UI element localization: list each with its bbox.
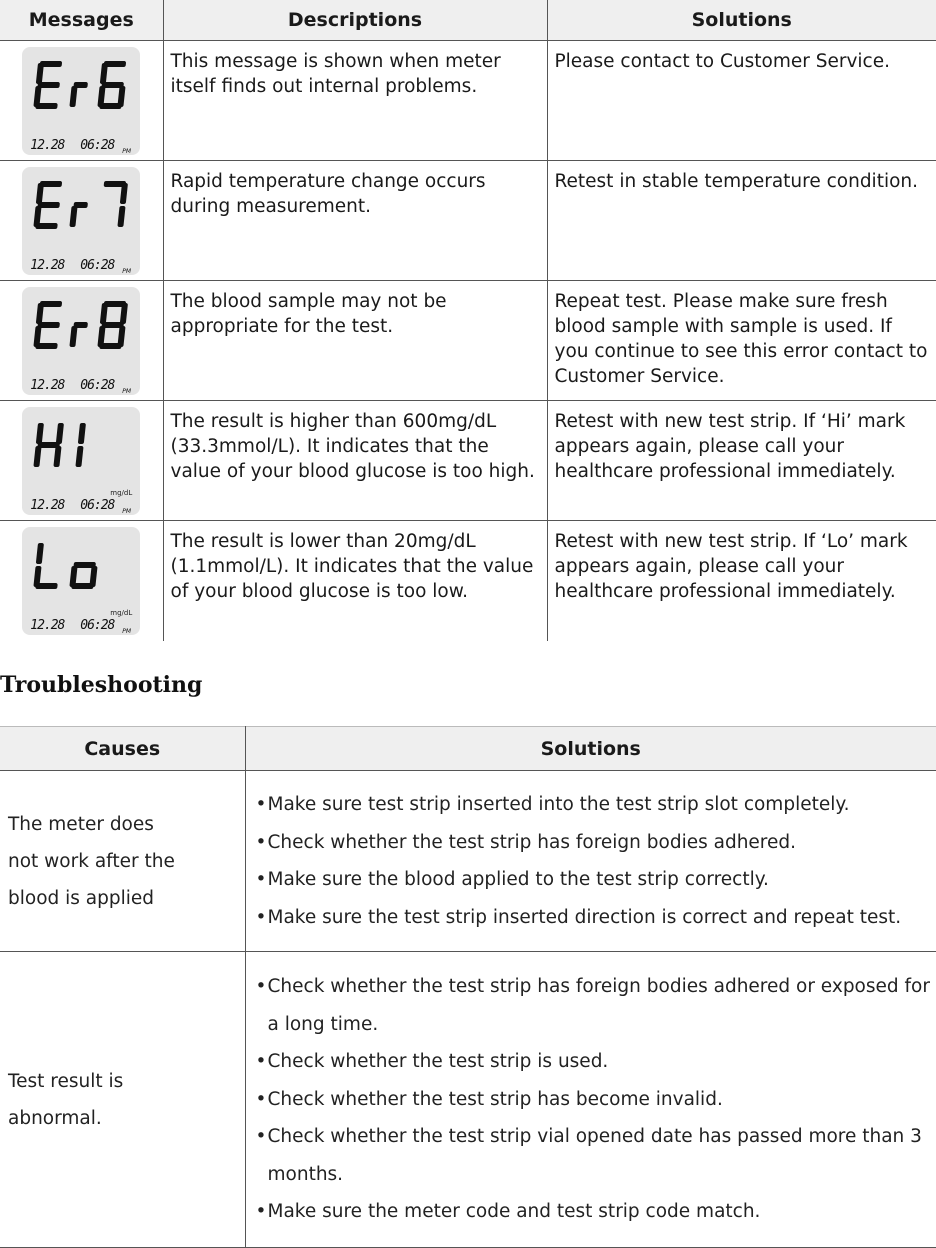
header-ts-solutions: Solutions [245, 727, 936, 771]
display-date: 12.28 [30, 137, 65, 153]
cause-cell [0, 952, 245, 1248]
bullet-icon: • [255, 906, 267, 928]
cause-line: abnormal. [8, 1107, 102, 1129]
solution-text: Check whether the test strip has foreign bodies adhered. [267, 831, 797, 853]
meter-display [22, 47, 140, 155]
ts-solution-cell [245, 952, 936, 1248]
display-ampm: PM [122, 627, 132, 635]
solution-text: Make sure test strip inserted into the test strip slot completely. [267, 794, 850, 815]
bullet-icon: • [255, 1201, 267, 1223]
solution-item [255, 1081, 936, 1119]
bullet-icon: • [255, 1088, 267, 1110]
meter-display [22, 527, 140, 635]
description-cell: This message is shown when meter itself finds out internal problems. [163, 41, 547, 161]
solution-text: Make sure the blood applied to the test strip correctly. [267, 869, 769, 890]
bullet-icon: • [255, 1051, 267, 1073]
solution-list [255, 786, 936, 936]
message-row [0, 281, 936, 401]
troubleshooting-row [0, 771, 936, 952]
header-descriptions: Descriptions [163, 0, 547, 41]
description-cell: The blood sample may not be appropriate for the test. [163, 281, 547, 401]
solution-text: Make sure the meter code and test strip code match. [267, 1201, 761, 1223]
message-cell [0, 401, 163, 521]
solution-item [255, 824, 936, 862]
header-messages: Messages [0, 0, 163, 41]
display-date: 12.28 [30, 257, 65, 273]
solution-item [255, 968, 936, 1043]
solution-text: Check whether the test strip has foreign bodies adhered or exposed for a long time. [267, 976, 930, 1035]
solution-text: Make sure the test strip inserted direction is correct and repeat test. [267, 906, 902, 928]
solution-item [255, 1118, 936, 1193]
cause-line: not work after the [8, 850, 175, 872]
cause-line: Test result is [8, 1070, 124, 1092]
message-row [0, 41, 936, 161]
solution-text: Check whether the test strip vial opened date has passed more than 3 months. [267, 1126, 922, 1185]
bullet-icon: • [255, 869, 267, 890]
cause-line: The meter does [8, 813, 154, 835]
solution-text: Check whether the test strip is used. [267, 1051, 609, 1073]
solution-text: Check whether the test strip has become invalid. [267, 1088, 723, 1110]
troubleshooting-heading: Troubleshooting [0, 672, 203, 698]
message-cell [0, 41, 163, 161]
display-time: 06:28 [80, 257, 115, 273]
cause-cell [0, 771, 245, 952]
display-ampm: PM [122, 507, 132, 515]
display-ampm: PM [122, 147, 132, 155]
solution-cell: Repeat test. Please make sure fresh blood sample with sample is used. If you continue to see this error contact to Customer Service. [547, 281, 936, 401]
solution-item [255, 899, 936, 937]
description-cell: Rapid temperature change occurs during measurement. [163, 161, 547, 281]
solution-cell: Retest with new test strip. If ‘Hi’ mark appears again, please call your healthcare professional immediately. [547, 401, 936, 521]
meter-display [22, 407, 140, 515]
ts-solution-cell [245, 771, 936, 952]
message-row [0, 521, 936, 641]
bullet-icon: • [255, 1126, 267, 1148]
header-solutions: Solutions [547, 0, 936, 41]
display-time: 06:28 [80, 377, 115, 393]
description-cell: The result is lower than 20mg/dL (1.1mmol/L). It indicates that the value of your blood glucose is too low. [163, 521, 547, 641]
solution-cell: Retest with new test strip. If ‘Lo’ mark appears again, please call your healthcare professional immediately. [554, 531, 908, 602]
solution-list [255, 968, 936, 1231]
display-date: 12.28 [30, 377, 65, 393]
solution-item [255, 786, 936, 824]
message-cell [0, 281, 163, 401]
message-cell [0, 521, 163, 641]
troubleshooting-table [0, 726, 936, 1248]
display-time: 06:28 [80, 497, 115, 513]
description-cell: The result is higher than 600mg/dL (33.3mmol/L). It indicates that the value of your blood glucose is too high. [163, 401, 547, 521]
bullet-icon: • [255, 976, 267, 998]
display-date: 12.28 [30, 497, 65, 513]
message-row [0, 161, 936, 281]
bullet-icon: • [255, 831, 267, 853]
message-row [0, 401, 936, 521]
message-cell [0, 161, 163, 281]
display-unit: mg/dL [110, 488, 133, 497]
troubleshooting-row [0, 952, 936, 1248]
display-date: 12.28 [30, 617, 65, 633]
solution-item [255, 1043, 936, 1081]
display-ampm: PM [122, 267, 132, 275]
display-time: 06:28 [80, 137, 115, 153]
meter-display [22, 287, 140, 395]
display-ampm: PM [122, 387, 132, 395]
display-time: 06:28 [80, 617, 115, 633]
meter-display [22, 167, 140, 275]
solution-cell: Please contact to Customer Service. [547, 41, 936, 161]
solution-cell: Retest in stable temperature condition. [547, 161, 936, 281]
solution-item [255, 1193, 936, 1231]
bullet-icon: • [255, 794, 267, 815]
cause-line: blood is applied [8, 887, 155, 909]
display-unit: mg/dL [110, 608, 133, 617]
header-causes: Causes [0, 727, 245, 771]
solution-item [255, 861, 936, 899]
